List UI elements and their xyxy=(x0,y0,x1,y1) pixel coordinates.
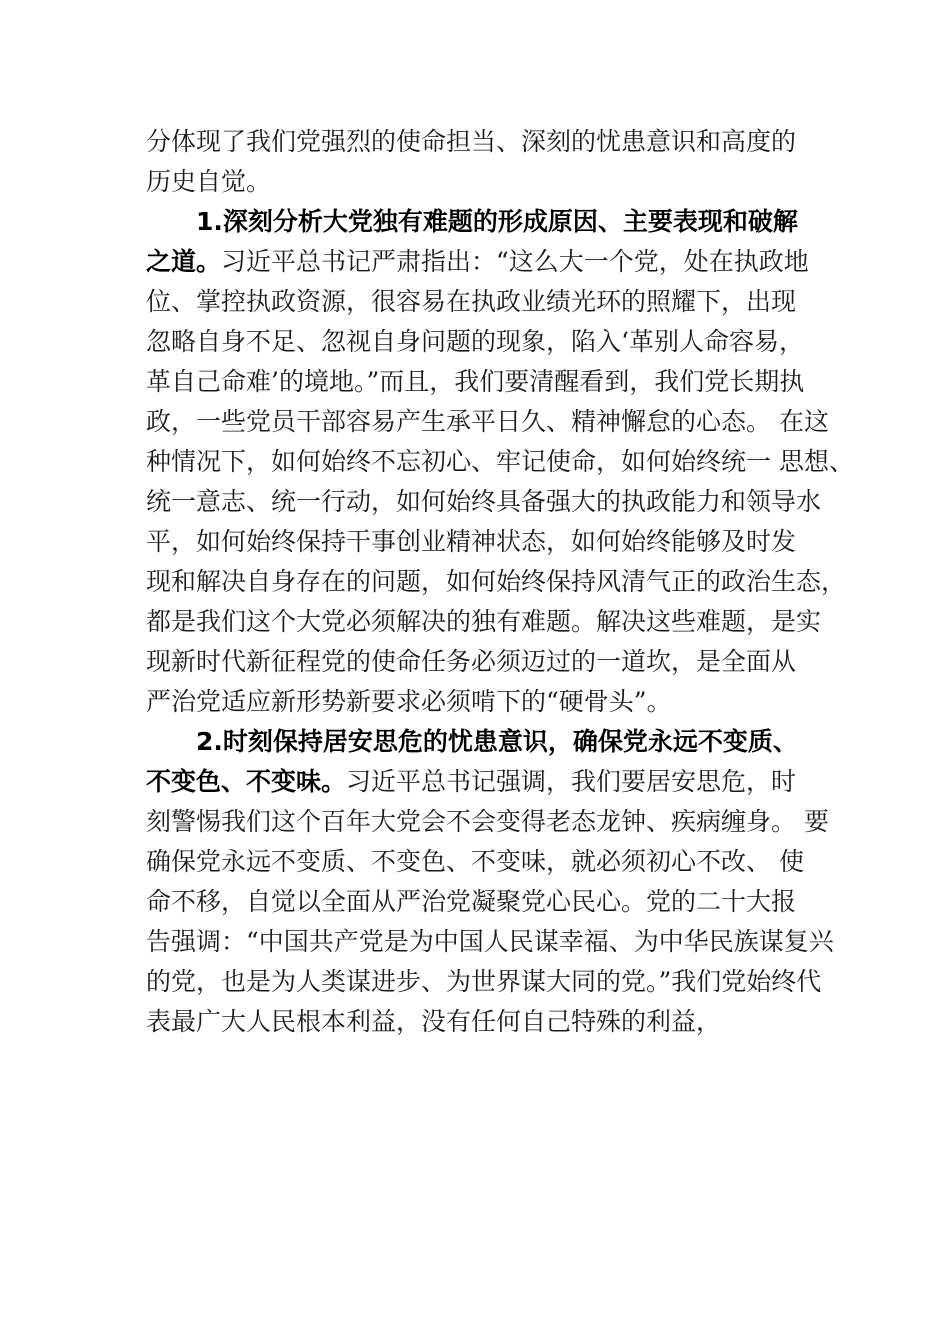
body-text-span: 习近平总书记强调，我们要居安思危，时 xyxy=(346,767,797,796)
section-1-heading: 1.深刻分析大党独有难题的形成原因、主要表现和破解 xyxy=(196,207,798,236)
body-text-line: 命不移，自觉以全面从严治党凝聚党心民心。党的二十大报 xyxy=(146,887,797,916)
body-text-line: 政，一些党员干部容易产生承平日久、精神懈怠的心态。 在这 xyxy=(146,407,829,436)
body-text-span: 习近平总书记严肃指出：“这么大一个党，处在执政地 xyxy=(221,247,809,276)
body-text-line: 现新时代新征程党的使命任务必须迈过的一道坎，是全面从 xyxy=(146,647,797,676)
body-text-line: 历史自觉。 xyxy=(146,167,272,196)
body-text-line: 统一意志、统一行动，如何始终具备强大的执政能力和领导水 xyxy=(146,487,822,516)
body-text-line: 确保党永远不变质、不变色、不变味，就必须初心不改、 使 xyxy=(146,847,804,876)
body-text-line: 告强调：“中国共产党是为中国人民谋幸福、为中华民族谋复兴 xyxy=(146,927,834,956)
body-text-line: 严治党适应新形势新要求必须啃下的“硬骨头”。 xyxy=(146,687,672,716)
body-text-line: 分体现了我们党强烈的使命担当、深刻的忧患意识和高度的 xyxy=(146,127,797,156)
section-2-heading: 2.时刻保持居安思危的忧患意识，确保党永远不变质、 xyxy=(196,727,798,756)
body-text-line: 种情况下，如何始终不忘初心、牢记使命，如何始终统一 思想、 xyxy=(146,447,854,476)
section-2-heading-end: 不变色、不变味。 xyxy=(146,767,347,796)
body-text-line: 刻警惕我们这个百年大党会不会变得老态龙钟、疾病缠身。 要 xyxy=(146,807,829,836)
body-text-line: 的党，也是为人类谋进步、为世界谋大同的党。”我们党始终代 xyxy=(146,967,822,996)
section-1-heading-end: 之道。 xyxy=(146,247,222,276)
section-2-line xyxy=(146,762,836,802)
body-text-line: 革自己命难’的境地。”而且，我们要清醒看到，我们党长期执 xyxy=(146,367,805,396)
section-1-line xyxy=(146,242,836,282)
body-text-line: 现和解决自身存在的问题，如何始终保持风清气正的政治生态， xyxy=(146,567,847,596)
body-text-line: 忽略自身不足、忽视自身问题的现象，陷入‘革别人命容易， xyxy=(146,327,804,356)
body-text-line: 都是我们这个大党必须解决的独有难题。解决这些难题，是实 xyxy=(146,607,822,636)
body-text-line: 表最广大人民根本利益，没有任何自己特殊的利益， xyxy=(146,1007,722,1036)
body-text-line: 平，如何始终保持干事创业精神状态，如何始终能够及时发 xyxy=(146,527,797,556)
body-text-line: 位、掌控执政资源，很容易在执政业绩光环的照耀下，出现 xyxy=(146,287,797,316)
